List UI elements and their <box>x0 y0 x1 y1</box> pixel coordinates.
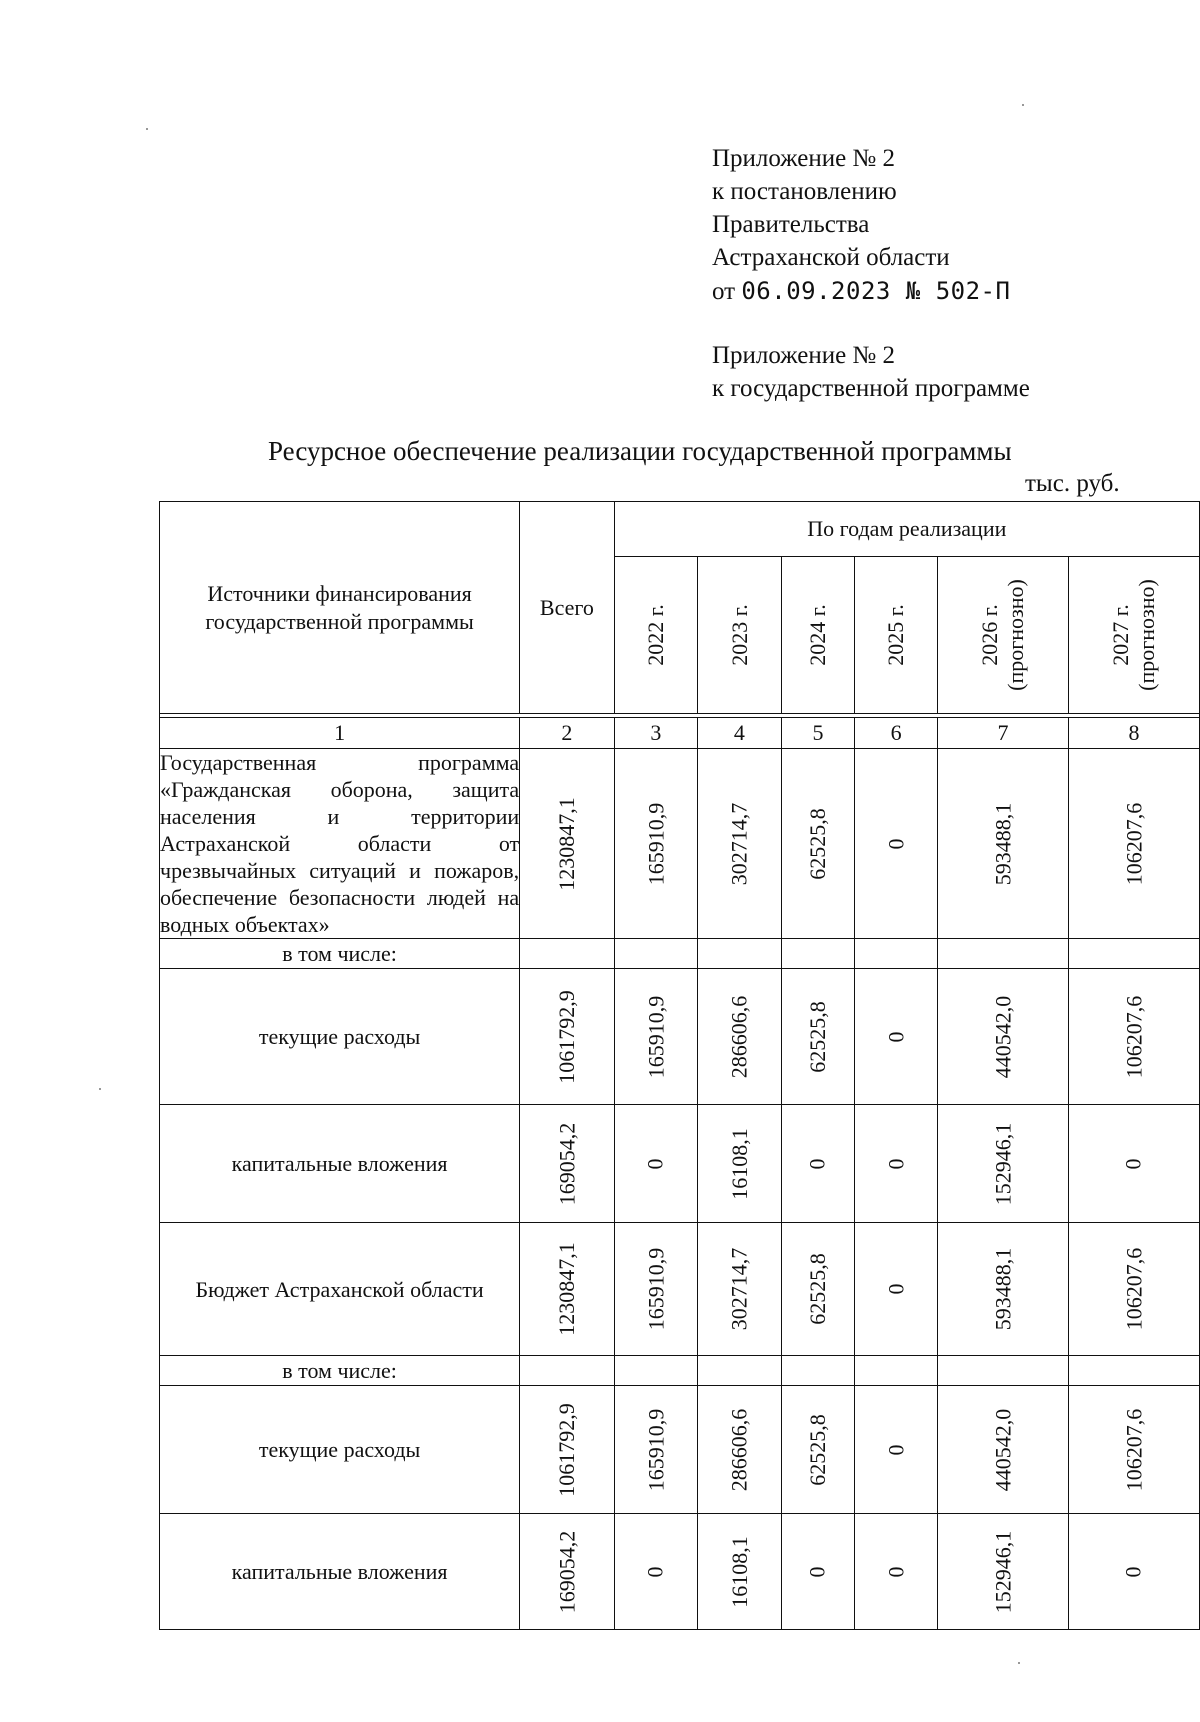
column-number: 4 <box>698 718 782 749</box>
value-cell <box>1068 749 1199 939</box>
year-header-cell <box>781 557 855 714</box>
column-number: 7 <box>937 718 1068 749</box>
cell-value: 106207,6 <box>1120 802 1146 885</box>
cell-value: 286606,6 <box>726 1408 752 1491</box>
value-cell <box>937 1105 1068 1223</box>
empty-cell <box>781 1356 855 1386</box>
empty-cell <box>520 1356 615 1386</box>
row-label: капитальные вложения <box>160 1514 520 1630</box>
value-cell <box>520 969 615 1105</box>
column-number-row <box>160 718 1200 749</box>
empty-cell <box>781 939 855 969</box>
scan-speck <box>1022 104 1024 106</box>
cell-value: 169054,2 <box>553 1122 579 1205</box>
value-cell <box>781 969 855 1105</box>
empty-cell <box>1068 1356 1199 1386</box>
value-cell <box>937 969 1068 1105</box>
col-header-years: По годам реализации <box>614 502 1199 557</box>
table-row <box>160 1514 1200 1630</box>
column-number: 5 <box>781 718 855 749</box>
value-cell <box>520 1514 615 1630</box>
cell-value: 0 <box>642 1566 668 1577</box>
value-cell <box>614 1223 698 1356</box>
value-cell <box>781 1386 855 1514</box>
cell-value: 0 <box>1120 1566 1146 1577</box>
column-number: 1 <box>160 718 520 749</box>
value-cell <box>1068 1514 1199 1630</box>
value-cell <box>698 1105 782 1223</box>
value-cell <box>614 749 698 939</box>
cell-value: 106207,6 <box>1120 1408 1146 1491</box>
cell-value: 1061792,9 <box>553 1402 579 1497</box>
cell-value: 165910,9 <box>642 802 668 885</box>
value-cell <box>520 1105 615 1223</box>
cell-value: 0 <box>804 1566 830 1577</box>
appendix-line: Правительства <box>712 211 870 238</box>
value-cell <box>520 749 615 939</box>
row-label: Бюджет Астраханской области <box>160 1223 520 1356</box>
table-row <box>160 1223 1200 1356</box>
empty-cell <box>855 1356 938 1386</box>
cell-value: 286606,6 <box>726 995 752 1078</box>
cell-value: 0 <box>1120 1158 1146 1169</box>
units-label: тыс. руб. <box>1025 470 1120 497</box>
row-label: текущие расходы <box>160 969 520 1105</box>
cell-value: 165910,9 <box>642 995 668 1078</box>
value-cell <box>1068 969 1199 1105</box>
value-cell <box>855 1105 938 1223</box>
cell-value: 0 <box>883 1444 909 1455</box>
cell-value: 62525,8 <box>804 1253 830 1325</box>
value-cell <box>698 1223 782 1356</box>
empty-cell <box>614 1356 698 1386</box>
cell-value: 0 <box>883 1158 909 1169</box>
value-cell <box>614 1514 698 1630</box>
cell-value: 440542,0 <box>989 995 1015 1078</box>
scan-speck <box>1018 1662 1020 1664</box>
value-cell <box>698 1386 782 1514</box>
value-cell <box>1068 1223 1199 1356</box>
value-cell <box>614 969 698 1105</box>
row-label: в том числе: <box>160 1356 520 1386</box>
cell-value: 1230847,1 <box>553 1242 579 1336</box>
value-cell <box>1068 1386 1199 1514</box>
decree-date-line <box>712 277 1010 306</box>
value-cell <box>1068 1105 1199 1223</box>
value-cell <box>698 1514 782 1630</box>
empty-cell <box>937 939 1068 969</box>
cell-value: 16108,1 <box>726 1535 752 1608</box>
cell-value: 0 <box>883 1283 909 1295</box>
value-cell <box>781 749 855 939</box>
cell-value: 302714,7 <box>726 802 752 885</box>
appendix-line: Приложение № 2 <box>712 145 896 172</box>
value-cell <box>520 1386 615 1514</box>
value-cell <box>698 749 782 939</box>
empty-cell <box>855 939 938 969</box>
cell-value: 0 <box>883 1566 909 1577</box>
table-row <box>160 1386 1200 1514</box>
value-cell <box>698 969 782 1105</box>
value-cell <box>855 1514 938 1630</box>
column-number: 3 <box>614 718 698 749</box>
appendix-line: Астраханской области <box>712 244 950 271</box>
decree-date-stamp: 06.09.2023 № 502-П <box>741 277 1011 305</box>
value-cell <box>937 1386 1068 1514</box>
scan-speck <box>146 128 148 130</box>
empty-cell <box>937 1356 1068 1386</box>
cell-value: 0 <box>883 838 909 849</box>
resource-table <box>159 501 1200 1630</box>
year-header: 2023 г. <box>726 604 752 666</box>
column-number: 2 <box>520 718 615 749</box>
year-header: 2027 г. (прогнозно) <box>1107 579 1159 691</box>
cell-value: 62525,8 <box>804 1413 830 1486</box>
cell-value: 62525,8 <box>804 807 830 880</box>
value-cell <box>614 1105 698 1223</box>
cell-value: 106207,6 <box>1120 995 1146 1078</box>
scan-speck <box>99 1088 101 1090</box>
table-row <box>160 749 1200 939</box>
document-title: Ресурсное обеспечение реализации государственной программы <box>268 436 1012 466</box>
value-cell <box>520 1223 615 1356</box>
year-header-cell <box>1068 557 1199 714</box>
table-row <box>160 1356 1200 1386</box>
empty-cell <box>1068 939 1199 969</box>
value-cell <box>937 749 1068 939</box>
cell-value: 169054,2 <box>553 1530 579 1613</box>
cell-value: 1061792,9 <box>553 989 579 1084</box>
col-header-total: Всего <box>520 502 615 714</box>
row-label: в том числе: <box>160 939 520 969</box>
year-header-cell <box>855 557 938 714</box>
cell-value: 0 <box>642 1158 668 1169</box>
row-label: текущие расходы <box>160 1386 520 1514</box>
year-header-cell <box>937 557 1068 714</box>
cell-value: 62525,8 <box>804 1000 830 1073</box>
table-row <box>160 1105 1200 1223</box>
year-header: 2024 г. <box>804 604 830 666</box>
row-label: Государственная программа «Гражданская оборона, защита населения и территории Астраханской области от чрезвычайных ситуаций и пожаров, обеспечение безопасности людей на водных объектах» <box>160 750 520 937</box>
value-cell <box>937 1223 1068 1356</box>
value-cell <box>855 969 938 1105</box>
cell-value: 0 <box>804 1158 830 1169</box>
decree-date-prefix: от <box>712 278 736 305</box>
value-cell <box>855 1386 938 1514</box>
year-header-cell <box>614 557 698 714</box>
value-cell <box>781 1105 855 1223</box>
year-header-cell <box>698 557 782 714</box>
table-row <box>160 969 1200 1105</box>
cell-value: 0 <box>883 1031 909 1042</box>
column-number: 6 <box>855 718 938 749</box>
year-header: 2026 г. (прогнозно) <box>976 579 1028 691</box>
table-row <box>160 939 1200 969</box>
cell-value: 1230847,1 <box>553 796 579 891</box>
empty-cell <box>614 939 698 969</box>
cell-value: 593488,1 <box>989 802 1015 885</box>
col-header-source: Источники финансирования государственной программы <box>160 502 520 714</box>
table-header-row <box>160 502 1200 557</box>
cell-value: 152946,1 <box>989 1530 1015 1613</box>
cell-value: 440542,0 <box>989 1408 1015 1491</box>
row-label: капитальные вложения <box>160 1105 520 1223</box>
appendix-line: Приложение № 2 <box>712 342 896 369</box>
empty-cell <box>520 939 615 969</box>
empty-cell <box>698 1356 782 1386</box>
column-number: 8 <box>1068 718 1199 749</box>
cell-value: 165910,9 <box>642 1247 668 1331</box>
empty-cell <box>698 939 782 969</box>
appendix-line: к постановлению <box>712 178 897 205</box>
value-cell <box>614 1386 698 1514</box>
cell-value: 302714,7 <box>726 1247 752 1331</box>
cell-value: 593488,1 <box>989 1247 1015 1331</box>
value-cell <box>781 1223 855 1356</box>
value-cell <box>855 1223 938 1356</box>
year-header: 2025 г. <box>883 604 909 666</box>
cell-value: 16108,1 <box>726 1127 752 1200</box>
cell-value: 152946,1 <box>989 1122 1015 1205</box>
value-cell <box>937 1514 1068 1630</box>
appendix-line: к государственной программе <box>712 375 1030 402</box>
year-header: 2022 г. <box>642 604 668 666</box>
value-cell <box>855 749 938 939</box>
value-cell <box>781 1514 855 1630</box>
cell-value: 106207,6 <box>1120 1247 1146 1331</box>
cell-value: 165910,9 <box>642 1408 668 1491</box>
